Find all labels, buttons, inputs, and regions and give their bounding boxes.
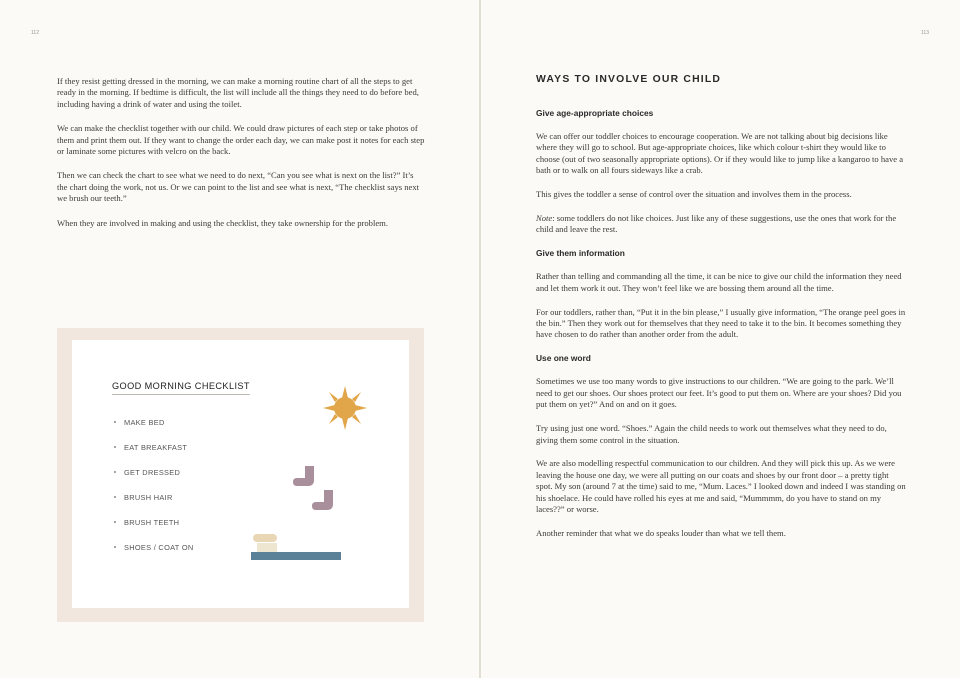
checklist-item-label: BRUSH HAIR	[124, 493, 173, 502]
paragraph: When they are involved in making and using the checklist, they take ownership for the problem.	[57, 217, 389, 228]
note-paragraph	[536, 213, 906, 236]
right-page-number: 113	[921, 30, 929, 36]
list-item	[114, 493, 194, 518]
checklist-card	[72, 340, 409, 608]
left-page	[0, 0, 479, 678]
right-page	[481, 0, 960, 678]
checklist-item-label: GET DRESSED	[124, 468, 181, 477]
page-heading: WAYS TO INVOLVE OUR CHILD	[536, 74, 722, 85]
paragraph: This gives the toddler a sense of control over the situation and involves them in the process.	[536, 189, 852, 200]
bullet-icon	[114, 546, 116, 548]
bullet-icon	[114, 496, 116, 498]
toothbrush-icon	[249, 532, 343, 568]
list-item	[114, 418, 194, 443]
paragraph: Rather than telling and commanding all the time, it can be nice to give our child the information they need and let them work it out. They won’t feel like we are bossing them around all the time.	[536, 271, 902, 293]
left-page-number: 112	[31, 30, 39, 36]
paragraph: Try using just one word. “Shoes.” Again the child needs to work out themselves what they need to do, giving them some control in the situation.	[536, 423, 887, 445]
checklist-title: GOOD MORNING CHECKLIST	[112, 381, 250, 395]
paragraph: Another reminder that what we do speaks louder than what we tell them.	[536, 527, 786, 538]
bullet-icon	[114, 446, 116, 448]
right-body-text	[536, 74, 906, 552]
paragraph: We can offer our toddler choices to encourage cooperation. We are not talking about big decisions like where they will go to school. But age-appropriate choices, like which colour t-shirt they would like to choose (out of two seasonally appropriate options). Or if they would like to jump like a kangaroo to have a bath or to walk on all fours sideways like a crab.	[536, 131, 904, 176]
list-item	[114, 468, 194, 493]
left-body-text	[57, 76, 425, 242]
bullet-icon	[114, 471, 116, 473]
checklist-item-label: SHOES / COAT ON	[124, 543, 194, 552]
note-text: : some toddlers do not like choices. Just like any of these suggestions, use the ones that work for the child and leave the rest.	[536, 213, 897, 235]
list-item	[114, 518, 194, 543]
bullet-icon	[114, 421, 116, 423]
checklist-item-label: EAT BREAKFAST	[124, 443, 188, 452]
paragraph: For our toddlers, rather than, “Put it in the bin please,” I usually give information, “The orange peel goes in the bin.” Then they work out for themselves that they need to take it to the bin. It becomes something they have chosen to do rather than another order from the adult.	[536, 306, 906, 340]
checklist-item-label: BRUSH TEETH	[124, 518, 180, 527]
paragraph: If they resist getting dressed in the morning, we can make a morning routine chart of all the steps to get ready in the morning. If bedtime is difficult, the list will include all the things they need to do before bed, including having a drink of water and using the toilet.	[57, 76, 419, 109]
sun-icon	[322, 385, 368, 431]
list-item	[114, 543, 194, 568]
note-label: Note	[536, 213, 553, 224]
subheading: Give age-appropriate choices	[536, 108, 654, 118]
list-item	[114, 443, 194, 468]
paragraph: We are also modelling respectful communication to our children. And they will pick this up. As we were leaving the house one day, we were all putting on our coats and shoes by our front door – a pretty tight spot. My son (around 7 at the time) said to me, “Mum. Laces.” I looked down and indeed I was standing on his shoelace. He could have rolled his eyes at me and said, “Mummmm, do you have to stand on my laces??” or worse.	[536, 458, 906, 515]
socks-icon	[291, 464, 345, 512]
bullet-icon	[114, 521, 116, 523]
paragraph: Sometimes we use too many words to give instructions to our children. “We are going to the park. We’ll need to get our shoes. Our shoes protect our feet. It’s good to put them on. Where are your shoes? Did you put them on yet?” And on and on it goes.	[536, 376, 902, 410]
paragraph: We can make the checklist together with our child. We could draw pictures of each step or take photos of them and print them out. If they want to change the order each day, we can make post it notes for each step or laminate some pictures with velcro on the back.	[57, 123, 425, 157]
subheading: Use one word	[536, 353, 591, 364]
checklist-items	[114, 418, 194, 568]
subheading: Give them information	[536, 248, 625, 259]
checklist-item-label: MAKE BED	[124, 418, 165, 427]
paragraph: Then we can check the chart to see what we need to do next, “Can you see what is next on the list?” It’s the chart doing the work, not us. Or we can point to the list and see what is next, “The checklist says next we brush our teeth.”	[57, 170, 420, 204]
